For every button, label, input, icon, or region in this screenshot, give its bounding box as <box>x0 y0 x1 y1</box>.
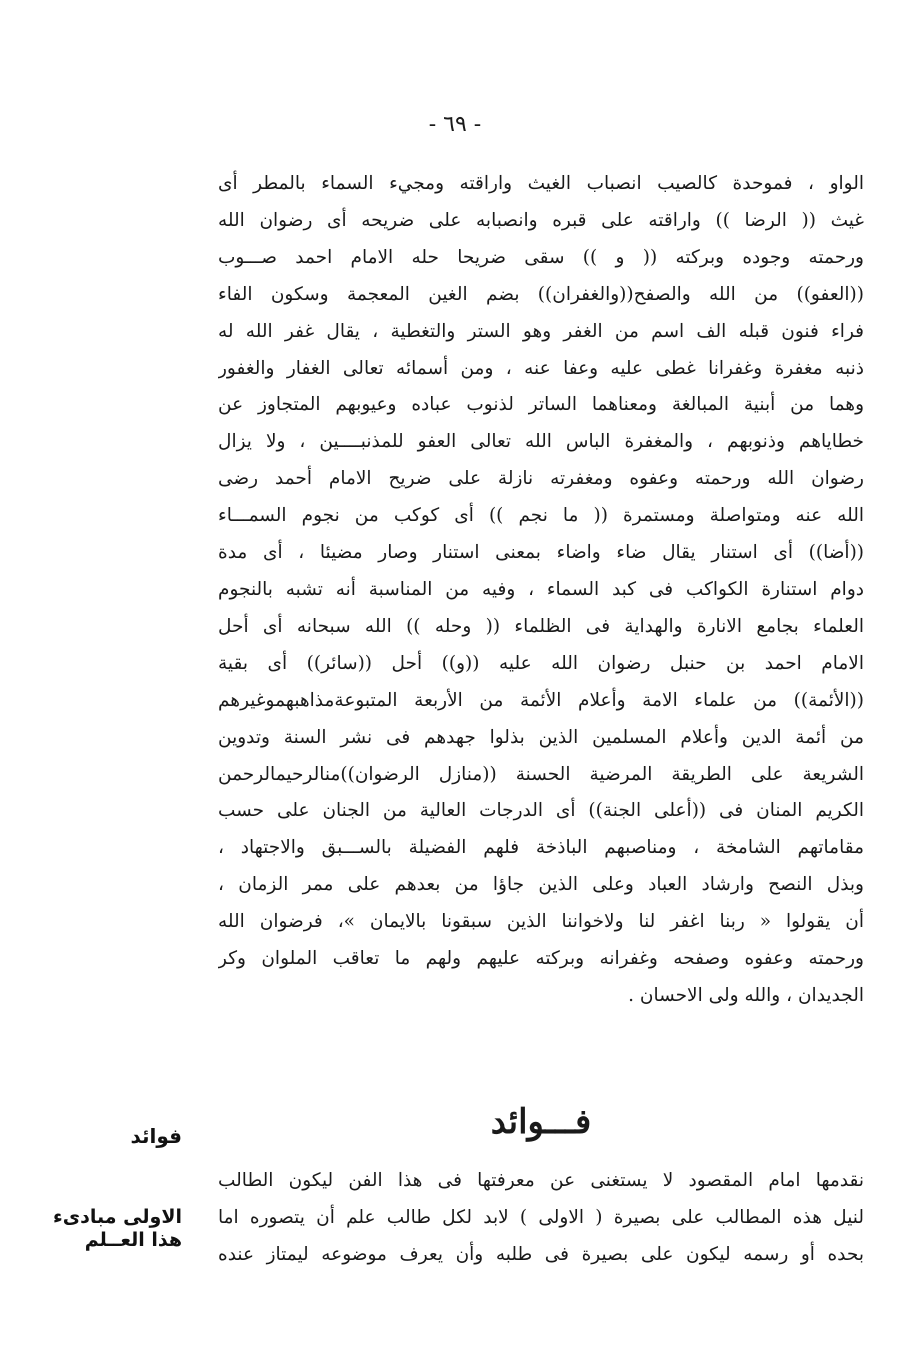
text-line: ((أضا)) أى استنار يقال ضاء واضاء بمعنى استنار وصار مضيئا ، أى مدة <box>218 542 864 564</box>
text-line: ورحمته وعفوه وصفحه وغفرانه وبركته عليهم ولهم ما تعاقب الملوان وكر <box>218 948 864 970</box>
margin-note-line: الاولى مبادىء <box>53 1206 182 1228</box>
section-heading: فـــوائد <box>490 1102 592 1142</box>
text-line: من أئمة الدين وأعلام المسلمين الذين بذلوا جهدهم فى نشر السنة وتدوين <box>218 726 864 748</box>
text-line: وهما من أبنية المبالغة ومعناهما الساتر لذنوب عباده وعيوبهم المتجاوز عن <box>218 394 864 416</box>
text-line: لنيل هذه المطالب على بصيرة ( الاولى ) لابد لكل طالب علم أن يتصوره اما <box>218 1206 864 1228</box>
text-line: ((العفو)) من الله والصفح((والغفران)) بضم الغين المعجمة وسكون الفاء <box>218 283 864 305</box>
main-body-text <box>218 166 864 1015</box>
margin-note-fawaid: فوائد <box>130 1124 182 1148</box>
text-line: وبذل النصح وارشاد العباد وعلى الذين جاؤا من بعدهم على ممر الزمان ، <box>218 874 864 896</box>
text-line: خطاياهم وذنوبهم ، والمغفرة الباس الله تعالى العفو للمذنبــــين ، ولا يزال <box>218 431 864 453</box>
text-line: الله عنه ومتواصلة ومستمرة (( ما نجم )) أى كوكب من نجوم السمـــاء <box>218 505 864 527</box>
text-line: نقدمها امام المقصود لا يستغنى عن معرفتها فى هذا الفن ليكون الطالب <box>218 1170 864 1191</box>
page-number: - ٦٩ - <box>428 112 482 137</box>
text-line: الكريم المنان فى ((أعلى الجنة)) أى الدرجات العالية من الجنان على حسب <box>218 800 864 822</box>
text-line: فراء فنون قبله الف اسم من الغفر وهو الستر والتغطية ، يقال غفر الله له <box>218 320 864 342</box>
text-line: غيث (( الرضا )) واراقته على قبره وانصبابه على ضريحه أى رضوان الله <box>218 209 864 231</box>
text-line: الجديدان ، والله ولى الاحسان . <box>628 984 864 1006</box>
text-line: الامام احمد بن حنبل رضوان الله عليه ((و)) أحل ((سائر)) أى بقية <box>218 652 864 674</box>
text-line: ((الأئمة)) من علماء الامة وأعلام الأئمة من الأربعة المتبوعةمذاهبهموغيرهم <box>218 689 864 711</box>
margin-note-line: هذا العــلم <box>84 1229 182 1251</box>
text-line: ورحمته وجوده وبركته (( و )) سقى ضريحا حله الامام احمد صـــوب <box>218 246 864 268</box>
margin-note-first-principles <box>50 1206 182 1252</box>
text-line: الشريعة على الطريقة المرضية الحسنة ((منازل الرضوان))منالرحيمالرحمن <box>218 763 864 785</box>
text-line: العلماء بجامع الانارة والهداية فى الظلماء (( وحله )) الله سبحانه أى أحل <box>218 615 864 637</box>
text-line: بحده أو رسمه ليكون على بصيرة فى طلبه وأن يعرف موضوعه ليمتاز عنده <box>218 1243 864 1265</box>
text-line: دوام استنارة الكواكب فى كبد السماء ، وفيه من المناسبة أنه تشبه بالنجوم <box>218 578 864 600</box>
text-line: الواو ، فموحدة كالصيب انصباب الغيث واراقته ومجيء السماء بالمطر أى <box>218 173 864 194</box>
text-line: مقاماتهم الشامخة ، ومناصبهم الباذخة فلهم الفضيلة بالســـبق والاجتهاد ، <box>218 837 864 859</box>
text-line: ذنبه مغفرة وغفرانا غطى عليه وعفا عنه ، ومن أسمائه تعالى الغفار والغفور <box>218 357 864 379</box>
text-line: أن يقولوا « ربنا اغفر لنا ولاخواننا الذين سبقونا بالايمان »، فرضوان الله <box>218 911 864 933</box>
section-body-text <box>218 1163 864 1274</box>
text-line: رضوان الله ورحمته وعفوه ومغفرته نازلة على ضريح الامام أحمد رضى <box>218 468 864 490</box>
